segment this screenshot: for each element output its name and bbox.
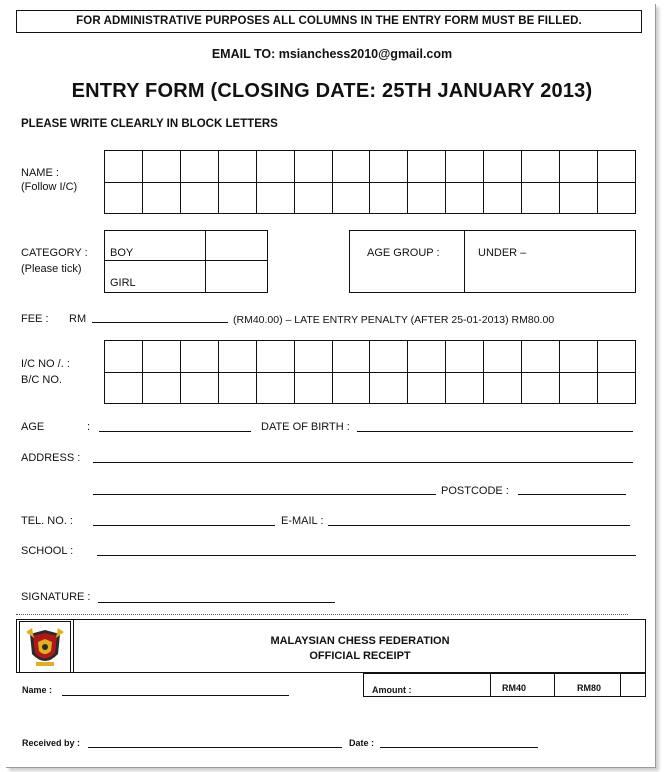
name-cell[interactable] bbox=[598, 151, 636, 183]
name-cell[interactable] bbox=[484, 183, 522, 215]
name-cell[interactable] bbox=[560, 183, 598, 215]
name-cell[interactable] bbox=[143, 183, 181, 215]
fee-label: FEE : bbox=[21, 313, 49, 325]
name-cell[interactable] bbox=[105, 183, 143, 215]
school-line[interactable] bbox=[97, 555, 636, 556]
ic-cell[interactable] bbox=[446, 341, 484, 373]
ic-cell[interactable] bbox=[560, 373, 598, 405]
ic-cell[interactable] bbox=[408, 373, 446, 405]
ic-cell[interactable] bbox=[105, 341, 143, 373]
name-cell[interactable] bbox=[181, 183, 219, 215]
ic-cell[interactable] bbox=[219, 373, 257, 405]
admin-banner: FOR ADMINISTRATIVE PURPOSES ALL COLUMNS IN THE ENTRY FORM MUST BE FILLED. bbox=[16, 10, 642, 33]
age-line[interactable] bbox=[99, 431, 251, 432]
category-label: CATEGORY : bbox=[21, 247, 88, 259]
name-cell[interactable] bbox=[333, 183, 371, 215]
name-cell[interactable] bbox=[105, 151, 143, 183]
ic-number-grid[interactable] bbox=[104, 340, 636, 404]
name-label: NAME : bbox=[21, 167, 59, 179]
name-cell[interactable] bbox=[370, 183, 408, 215]
name-cell[interactable] bbox=[408, 183, 446, 215]
name-cell[interactable] bbox=[257, 183, 295, 215]
receipt-name-label: Name : bbox=[22, 685, 53, 695]
form-title: ENTRY FORM (CLOSING DATE: 25TH JANUARY 2013) bbox=[71, 80, 593, 102]
ic-cell[interactable] bbox=[143, 373, 181, 405]
amount-rm40[interactable]: RM40 bbox=[502, 683, 527, 693]
name-cell[interactable] bbox=[598, 183, 636, 215]
ic-cell[interactable] bbox=[181, 341, 219, 373]
receipt-title: OFFICIAL RECEIPT bbox=[309, 650, 411, 662]
name-cell[interactable] bbox=[408, 151, 446, 183]
postcode-line[interactable] bbox=[518, 494, 626, 495]
name-cell[interactable] bbox=[560, 151, 598, 183]
name-cell[interactable] bbox=[181, 151, 219, 183]
name-cell[interactable] bbox=[295, 151, 333, 183]
ic-cell[interactable] bbox=[257, 373, 295, 405]
address-line-1[interactable] bbox=[93, 462, 633, 463]
ic-cell[interactable] bbox=[295, 373, 333, 405]
email-line: EMAIL TO: msianchess2010@gmail.com bbox=[211, 47, 453, 61]
ic-cell[interactable] bbox=[370, 341, 408, 373]
girl-tick-box[interactable] bbox=[206, 262, 267, 292]
ic-cell[interactable] bbox=[257, 341, 295, 373]
category-boy-label: BOY bbox=[110, 247, 134, 259]
dob-label: DATE OF BIRTH : bbox=[261, 421, 350, 433]
amount-box bbox=[363, 673, 646, 697]
ic-cell[interactable] bbox=[105, 373, 143, 405]
receipt-date-label: Date : bbox=[349, 738, 375, 748]
school-label: SCHOOL : bbox=[21, 545, 74, 557]
name-letter-grid[interactable] bbox=[104, 150, 636, 214]
ic-cell[interactable] bbox=[598, 341, 636, 373]
ic-cell[interactable] bbox=[522, 341, 560, 373]
boy-tick-box[interactable] bbox=[206, 231, 267, 260]
name-cell[interactable] bbox=[333, 151, 371, 183]
name-cell[interactable] bbox=[370, 151, 408, 183]
bc-label: B/C NO. bbox=[21, 374, 62, 386]
ic-cell[interactable] bbox=[295, 341, 333, 373]
ic-cell[interactable] bbox=[143, 341, 181, 373]
receipt-org: MALAYSIAN CHESS FEDERATION bbox=[270, 635, 450, 647]
ic-cell[interactable] bbox=[333, 341, 371, 373]
name-cell[interactable] bbox=[522, 151, 560, 183]
postcode-label: POSTCODE : bbox=[441, 485, 509, 497]
ic-cell[interactable] bbox=[408, 341, 446, 373]
fee-currency: RM bbox=[69, 313, 87, 325]
receipt-name-line[interactable] bbox=[62, 695, 289, 696]
dob-line[interactable] bbox=[357, 431, 633, 432]
age-label: AGE bbox=[21, 421, 45, 433]
ic-cell[interactable] bbox=[522, 373, 560, 405]
receipt-date-line[interactable] bbox=[380, 747, 538, 748]
ic-label: I/C NO /. : bbox=[21, 358, 70, 370]
ic-cell[interactable] bbox=[219, 341, 257, 373]
cut-line bbox=[16, 614, 628, 615]
name-cell[interactable] bbox=[219, 183, 257, 215]
category-girl-label: GIRL bbox=[110, 277, 136, 289]
email-label: E-MAIL : bbox=[281, 515, 324, 527]
name-sublabel: (Follow I/C) bbox=[21, 181, 78, 193]
name-cell[interactable] bbox=[143, 151, 181, 183]
age-colon: : bbox=[87, 421, 91, 433]
signature-line[interactable] bbox=[98, 602, 335, 603]
received-by-label: Received by : bbox=[22, 738, 81, 748]
ic-cell[interactable] bbox=[446, 373, 484, 405]
ic-cell[interactable] bbox=[484, 373, 522, 405]
name-cell[interactable] bbox=[295, 183, 333, 215]
ic-cell[interactable] bbox=[560, 341, 598, 373]
name-cell[interactable] bbox=[484, 151, 522, 183]
name-cell[interactable] bbox=[522, 183, 560, 215]
tel-label: TEL. NO. : bbox=[21, 515, 73, 527]
ic-cell[interactable] bbox=[484, 341, 522, 373]
instruction: PLEASE WRITE CLEARLY IN BLOCK LETTERS bbox=[21, 118, 278, 130]
name-cell[interactable] bbox=[219, 151, 257, 183]
signature-label: SIGNATURE : bbox=[21, 591, 91, 603]
amount-rm80[interactable]: RM80 bbox=[577, 683, 602, 693]
email-field-line[interactable] bbox=[328, 525, 630, 526]
ic-cell[interactable] bbox=[333, 373, 371, 405]
fee-amount-line[interactable] bbox=[92, 322, 228, 323]
age-group-box bbox=[349, 230, 636, 293]
federation-crest-icon bbox=[19, 621, 71, 673]
category-box bbox=[104, 230, 268, 293]
address-label: ADDRESS : bbox=[21, 452, 81, 464]
ic-cell[interactable] bbox=[598, 373, 636, 405]
address-line-2[interactable] bbox=[93, 494, 436, 495]
name-cell[interactable] bbox=[446, 151, 484, 183]
received-by-line[interactable] bbox=[88, 747, 342, 748]
age-group-value[interactable]: UNDER – bbox=[478, 247, 527, 259]
age-group-label: AGE GROUP : bbox=[367, 247, 440, 259]
category-sublabel: (Please tick) bbox=[21, 263, 82, 275]
ic-cell[interactable] bbox=[370, 373, 408, 405]
name-cell[interactable] bbox=[446, 183, 484, 215]
tel-line[interactable] bbox=[93, 525, 275, 526]
name-cell[interactable] bbox=[257, 151, 295, 183]
amount-label: Amount : bbox=[372, 685, 412, 695]
fee-note: (RM40.00) – LATE ENTRY PENALTY (AFTER 25-01-2013) RM80.00 bbox=[233, 314, 555, 326]
ic-cell[interactable] bbox=[181, 373, 219, 405]
